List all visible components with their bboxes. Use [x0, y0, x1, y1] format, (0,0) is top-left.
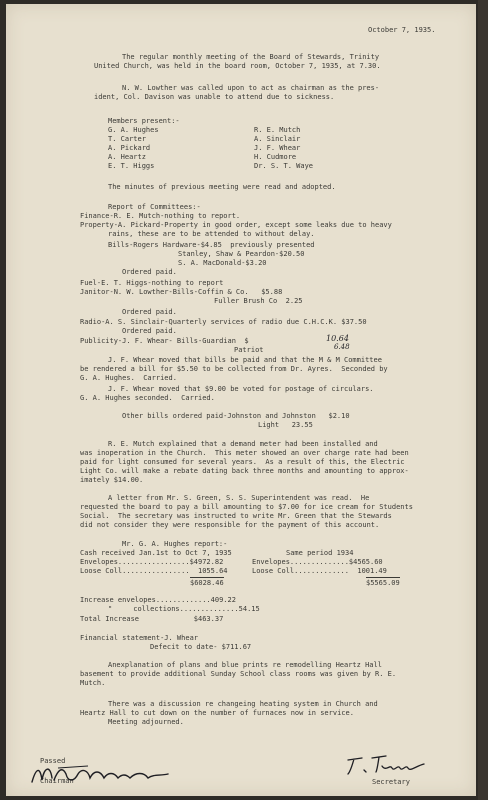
- plans-line: basement to provide additional Sunday School class rooms was given by R. E.: [80, 670, 397, 678]
- committee-line: Patriot: [234, 346, 264, 354]
- chairman-signature: [28, 760, 178, 790]
- heating-line: There was a discussion re changeing heating system in Church and: [108, 700, 378, 708]
- member-name: R. E. Mutch: [254, 126, 301, 134]
- increase-line: Total Increase $463.37: [80, 615, 224, 623]
- member-name: Dr. S. T. Waye: [254, 162, 314, 170]
- motion-line: be rendered a bill for $5.50 to be collected from Dr. Ayres. Seconded by: [80, 365, 388, 373]
- intro-line: United Church, was held in the board room, October 7, 1935, at 7.30.: [94, 62, 381, 70]
- passed-label: Passed: [40, 757, 66, 765]
- handwritten-amount: 10.64: [326, 334, 349, 343]
- member-name: A. Heartz: [108, 153, 146, 161]
- meter-line: Light Co. will make a rebate dating back three months and amounting to approx-: [80, 467, 409, 475]
- committee-line: Publicity-J. F. Whear- Bills-Guardian $: [80, 337, 249, 345]
- secretary-signature: [342, 752, 432, 778]
- member-name: A. Pickard: [108, 144, 151, 152]
- intro-line: ident, Col. Davison was unable to attend due to sickness.: [94, 93, 335, 101]
- member-name: H. Cudmore: [254, 153, 297, 161]
- motion-line: J. F. Whear moved that $9.00 be voted for postage of circulars.: [108, 385, 374, 393]
- meter-line: R. E. Mutch explained that a demand meter had been installed and: [108, 440, 378, 448]
- meter-line: paid for light consumed for several years. As a result of this, the Electric: [80, 458, 405, 466]
- report-heading: Mr. G. A. Hughes report:-: [122, 540, 228, 548]
- committee-line: Fuller Brush Co 2.25: [214, 297, 303, 305]
- report-right-line: Same period 1934: [286, 549, 354, 557]
- committee-line: Ordered paid.: [122, 327, 177, 335]
- report-right-line: Envelopes..............$4565.60: [252, 558, 383, 566]
- report-left-line: Loose Coll................ 1055.64: [80, 567, 228, 575]
- meeting-date: October 7, 1935.: [368, 26, 436, 34]
- committee-line: Janitor-N. W. Lowther-Bills-Coffin & Co. $5.88: [80, 288, 283, 296]
- heating-line: Meeting adjourned.: [108, 718, 184, 726]
- financial-line: Defecit to date- $711.67: [150, 643, 252, 651]
- handwritten-amount: 6.48: [334, 343, 350, 351]
- plans-line: Anexplanation of plans and blue prints re remodelling Heartz Hall: [108, 661, 382, 669]
- committee-line: Ordered paid.: [122, 268, 177, 276]
- motion-line: G. A. Hughes. Carried.: [80, 374, 177, 382]
- letter-line: A letter from Mr. S. Green, S. S. Superintendent was read. He: [108, 494, 370, 502]
- report-left-line: Cash received Jan.1st to Oct 7, 1935: [80, 549, 232, 557]
- committee-line: Property-A. Pickard-Property in good order, except some leaks due to heavy: [80, 221, 392, 229]
- letter-line: did not consider they were responsible for the payment of this account.: [80, 521, 380, 529]
- motion-line: J. F. Whear moved that bills be paid and that the M & M Committee: [108, 356, 382, 364]
- committee-line: Bills-Rogers Hardware-$4.85 previously presented: [108, 241, 315, 249]
- committee-line: Ordered paid.: [122, 308, 177, 316]
- member-name: J. F. Whear: [254, 144, 301, 152]
- report-right-total: $5565.09: [366, 579, 400, 587]
- other-bills-line: Other bills ordered paid-Johnston and Johnston $2.10: [122, 412, 350, 420]
- minutes-adopted: The minutes of previous meeting were read and adopted.: [108, 183, 336, 191]
- increase-line: " collections..............54.15: [108, 605, 260, 613]
- intro-line: N. W. Lowther was called upon to act as chairman as the pres-: [122, 84, 380, 92]
- financial-line: Financial statement-J. Whear: [80, 634, 199, 642]
- member-name: T. Carter: [108, 135, 146, 143]
- member-name: A. Sinclair: [254, 135, 301, 143]
- meter-line: imately $14.00.: [80, 476, 144, 484]
- report-left-total: $6028.46: [190, 579, 224, 587]
- letter-line: requested the board to pay a bill amounting to $7.00 for ice cream for Students: [80, 503, 413, 511]
- committee-line: Radio-A. S. Sinclair-Quarterly services of radio due C.H.C.K. $37.50: [80, 318, 367, 326]
- heating-line: Heartz Hall to cut down on the number of furnaces now in service.: [80, 709, 354, 717]
- binding-edge: [478, 0, 488, 800]
- committee-line: Stanley, Shaw & Peardon-$20.50: [178, 250, 305, 258]
- secretary-label: Secretary: [372, 778, 410, 786]
- member-name: G. A. Hughes: [108, 126, 159, 134]
- increase-line: Increase envelopes.............409.22: [80, 596, 236, 604]
- meter-line: was inoperation in the Church. This meter showed an over charge rate had been: [80, 449, 409, 457]
- chairman-label: Chairman: [40, 777, 74, 785]
- member-name: E. T. Higgs: [108, 162, 155, 170]
- committee-line: Fuel-E. T. Higgs-nothing to report: [80, 279, 224, 287]
- committee-line: S. A. MacDonald-$3.20: [178, 259, 267, 267]
- members-heading: Members present:-: [108, 117, 180, 125]
- committee-line: rains, these are to be attended to without delay.: [108, 230, 315, 238]
- letter-line: Social. The secretary was instructed to write Mr. Green that the Stewards: [80, 512, 392, 520]
- report-left-line: Envelopes.................$4972.82: [80, 558, 224, 566]
- committees-heading: Report of Committees:-: [108, 203, 201, 211]
- report-right-line: Loose Coll............. 1001.49: [252, 567, 387, 575]
- plans-line: Mutch.: [80, 679, 106, 687]
- intro-line: The regular monthly meeting of the Board of Stewards, Trinity: [122, 53, 380, 61]
- committee-line: Finance-R. E. Mutch-nothing to report.: [80, 212, 241, 220]
- motion-line: G. A. Hughes seconded. Carried.: [80, 394, 215, 402]
- other-bills-line: Light 23.55: [258, 421, 313, 429]
